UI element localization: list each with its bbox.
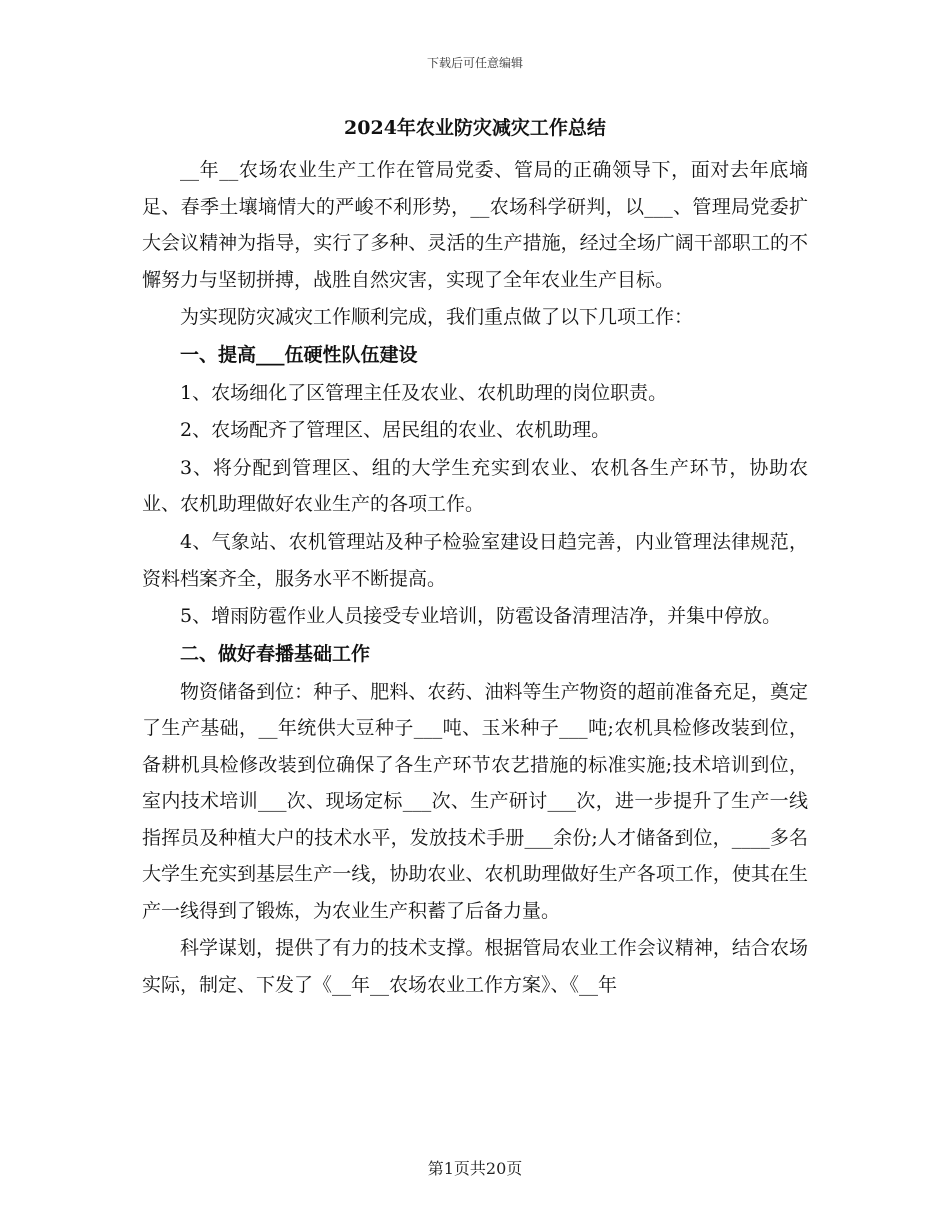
list-item: 4、气象站、农机管理站及种子检验室建设日趋完善，内业管理法律规范，资料档案齐全，服务水平不断提高。 xyxy=(142,531,808,590)
list-item: 5、增雨防雹作业人员接受专业培训，防雹设备清理洁净，并集中停放。 xyxy=(180,605,782,628)
header-note: 下载后可任意编辑 xyxy=(426,56,523,70)
paragraph-planning: 科学谋划，提供了有力的技术支撑。根据管局农业工作会议精神，结合农场实际，制定、下发了《__年__农场农业工作方案》、《__年 xyxy=(142,937,808,996)
paragraph-intro: __年__农场农业生产工作在管局党委、管局的正确领导下，面对去年底墒足、春季土壤墒情大的严峻不利形势，__农场科学研判，以___、管理局党委扩大会议精神为指导，实行了多种、灵活的生产措施，经过全场广阔干部职工的不懈努力与坚韧拼搏，战胜自然灾害，实现了全年农业生产目标。 xyxy=(142,159,808,291)
section-heading-1: 一、提高___伍硬性队伍建设 xyxy=(180,343,418,366)
section-heading-2: 二、做好春播基础工作 xyxy=(180,643,371,665)
list-item: 3、将分配到管理区、组的大学生充实到农业、农机各生产环节，协助农业、农机助理做好农业生产的各项工作。 xyxy=(142,456,808,516)
paragraph-lead: 为实现防灾减灾工作顺利完成，我们重点做了以下几项工作： xyxy=(180,306,694,329)
document-title: 2024年农业防灾减灾工作总结 xyxy=(344,117,606,139)
document-body xyxy=(142,114,808,1005)
page-footer: 第1页共20页 xyxy=(427,1159,523,1178)
list-item: 2、农场配齐了管理区、居民组的农业、农机助理。 xyxy=(180,419,611,442)
list-item: 1、农场细化了区管理主任及农业、农机助理的岗位职责。 xyxy=(180,381,668,404)
paragraph-materials: 物资储备到位：种子、肥料、农药、油料等生产物资的超前准备充足，奠定了生产基础，__年统供大豆种子___吨、玉米种子___吨;农机具检修改装到位，备耕机具检修改装到位确保了各生产环节农艺措施的标准实施;技术培训到位，室内技术培训___次、现场定标___次、生产研讨___次，进一步提升了生产一线指挥员及种植大户的技术水平，发放技术手册___余份;人才储备到位，____多名大学生充实到基层生产一线，协助农业、农机助理做好生产各项工作，使其在生产一线得到了锻炼，为农业生产积蓄了后备力量。 xyxy=(142,680,808,922)
